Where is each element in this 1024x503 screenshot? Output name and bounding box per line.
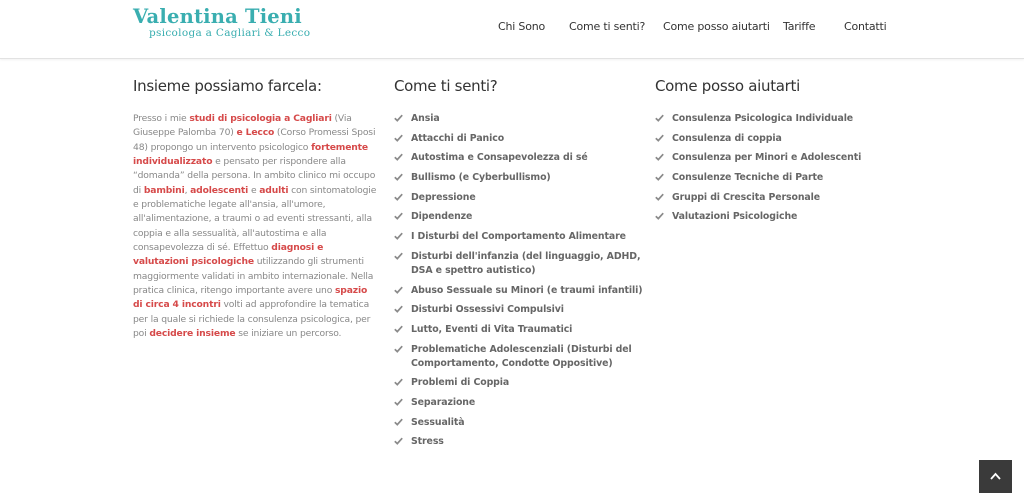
check-icon — [394, 252, 404, 262]
list-item-label: Disturbi Ossessivi Compulsivi — [411, 304, 564, 316]
list-item — [394, 112, 644, 126]
intro-text-segment: (Corso Promessi Sposi 48) propongo un intervento psicologico — [133, 127, 376, 153]
list-item-label: Ansia — [411, 113, 440, 124]
list-item-label: Lutto, Eventi di Vita Traumatici — [411, 323, 573, 335]
list-item-label: Consulenza di coppia — [672, 132, 782, 144]
intro-paragraph — [133, 112, 378, 342]
check-icon — [394, 114, 404, 124]
logo-subtitle: psicologa a Cagliari & Lecco — [149, 27, 311, 39]
list-item-label: Attacchi di Panico — [411, 132, 505, 144]
check-icon — [655, 153, 665, 163]
list-item — [394, 323, 644, 337]
check-icon — [394, 134, 404, 144]
nav-item-come-ti-senti[interactable]: Come ti senti? — [569, 20, 646, 33]
list-item — [394, 132, 644, 146]
intro-heading: Insieme possiamo farcela: — [133, 77, 322, 95]
list-item-label: Problematiche Adolescenziali (Disturbi del Comportamento, Condotte Oppositive) — [411, 343, 632, 369]
check-icon — [394, 153, 404, 163]
intro-text-segment: , — [184, 184, 191, 196]
check-icon — [394, 437, 404, 447]
chevron-up-icon — [990, 472, 1001, 480]
list-item-label: Gruppi di Crescita Personale — [672, 191, 821, 203]
intro-highlight: adulti — [259, 184, 289, 196]
list-item-label: Bullismo (e Cyberbullismo) — [411, 172, 551, 184]
nav-item-chi-sono[interactable]: Chi Sono — [498, 20, 546, 33]
list-item — [394, 343, 644, 371]
intro-highlight: e Lecco — [236, 127, 275, 139]
services-heading: Come posso aiutarti — [655, 77, 800, 95]
check-icon — [655, 134, 665, 144]
list-item-label: Abuso Sessuale su Minori (e traumi infantili) — [411, 284, 643, 296]
check-icon — [394, 305, 404, 315]
list-item — [394, 151, 644, 165]
list-item — [655, 191, 895, 205]
list-item — [394, 303, 644, 317]
intro-text-segment: e — [248, 184, 260, 196]
logo-title: Valentina Tieni — [133, 5, 302, 28]
nav-item-come-posso-aiutarti[interactable]: Come posso aiutarti — [663, 20, 770, 33]
symptoms-list — [394, 112, 644, 455]
check-icon — [394, 193, 404, 203]
site-header — [0, 0, 1024, 59]
check-icon — [655, 114, 665, 124]
check-icon — [394, 398, 404, 408]
scroll-to-top-button[interactable] — [979, 460, 1012, 493]
list-item — [655, 151, 895, 165]
check-icon — [394, 345, 404, 355]
intro-text-segment: volti ad approfondire la tematica per la quale si richiede la consulenza psicologica, per poi — [133, 299, 371, 340]
list-item — [394, 396, 644, 410]
site-logo[interactable] — [133, 6, 310, 39]
intro-highlight: diagnosi e valutazioni psicologiche — [133, 242, 324, 268]
intro-highlight: bambini — [143, 184, 185, 196]
list-item-label: Stress — [411, 436, 444, 448]
check-icon — [655, 193, 665, 203]
list-item — [655, 132, 895, 146]
nav-item-contatti[interactable]: Contatti — [844, 20, 887, 33]
list-item — [394, 171, 644, 185]
list-item — [394, 284, 644, 298]
intro-text-segment: con sintomatologie e problematiche legate all'ansia, all'umore, all'alimentazione, a traumi o ad eventi stressanti, alla coppia e alla sessualità, all'autostima e alla consapevolezza di sé. Effettuo — [133, 184, 377, 254]
check-icon — [394, 212, 404, 222]
intro-highlight: studi di psicologia a Cagliari — [189, 113, 332, 124]
nav-item-tariffe[interactable]: Tariffe — [783, 20, 816, 33]
list-item — [655, 171, 895, 185]
list-item-label: Autostima e Consapevolezza di sé — [411, 152, 588, 164]
list-item — [655, 112, 895, 126]
intro-highlight: adolescenti — [190, 184, 249, 196]
check-icon — [394, 378, 404, 388]
services-list — [655, 112, 895, 230]
check-icon — [394, 173, 404, 183]
list-item — [394, 435, 644, 449]
check-icon — [655, 173, 665, 183]
list-item-label: Consulenza Psicologica Individuale — [672, 113, 854, 124]
check-icon — [394, 286, 404, 296]
list-item — [394, 210, 644, 224]
intro-text-segment: (Via Giuseppe Palomba 70) — [133, 113, 352, 139]
list-item-label: Separazione — [411, 396, 476, 408]
list-item-label: Disturbi dell'infanzia (del linguaggio, ADHD, DSA e spettro autistico) — [411, 250, 641, 276]
intro-text-segment: e pensato per rispondere alla “domanda” della persona. In ambito clinico mi occupo di — [133, 156, 376, 196]
list-item — [394, 230, 644, 244]
list-item-label: Dipendenze — [411, 211, 473, 223]
intro-highlight: fortemente individualizzato — [133, 141, 368, 168]
check-icon — [655, 212, 665, 222]
intro-highlight: spazio di circa 4 incontri — [133, 285, 368, 311]
list-item-label: Consulenza per Minori e Adolescenti — [672, 152, 862, 164]
intro-text-segment: Presso i mie — [133, 113, 190, 124]
list-item — [394, 416, 644, 430]
symptoms-heading: Come ti senti? — [394, 77, 498, 95]
list-item-label: Depressione — [411, 191, 476, 203]
list-item-label: I Disturbi del Comportamento Alimentare — [411, 231, 626, 243]
check-icon — [394, 418, 404, 428]
list-item — [394, 376, 644, 390]
intro-text-segment: utilizzando gli strumenti maggiormente validati in ambito internazionale. Nella pratica clinica, ritengo importante avere uno — [133, 256, 374, 297]
check-icon — [394, 232, 404, 242]
list-item-label: Sessualità — [411, 416, 465, 428]
list-item — [655, 210, 895, 224]
list-item-label: Valutazioni Psicologiche — [672, 211, 798, 223]
list-item-label: Consulenze Tecniche di Parte — [672, 172, 824, 184]
list-item-label: Problemi di Coppia — [411, 377, 510, 389]
list-item — [394, 191, 644, 205]
list-item — [394, 250, 644, 278]
check-icon — [394, 325, 404, 335]
intro-text-segment: se iniziare un percorso. — [235, 328, 342, 340]
intro-highlight: decidere insieme — [149, 328, 236, 340]
